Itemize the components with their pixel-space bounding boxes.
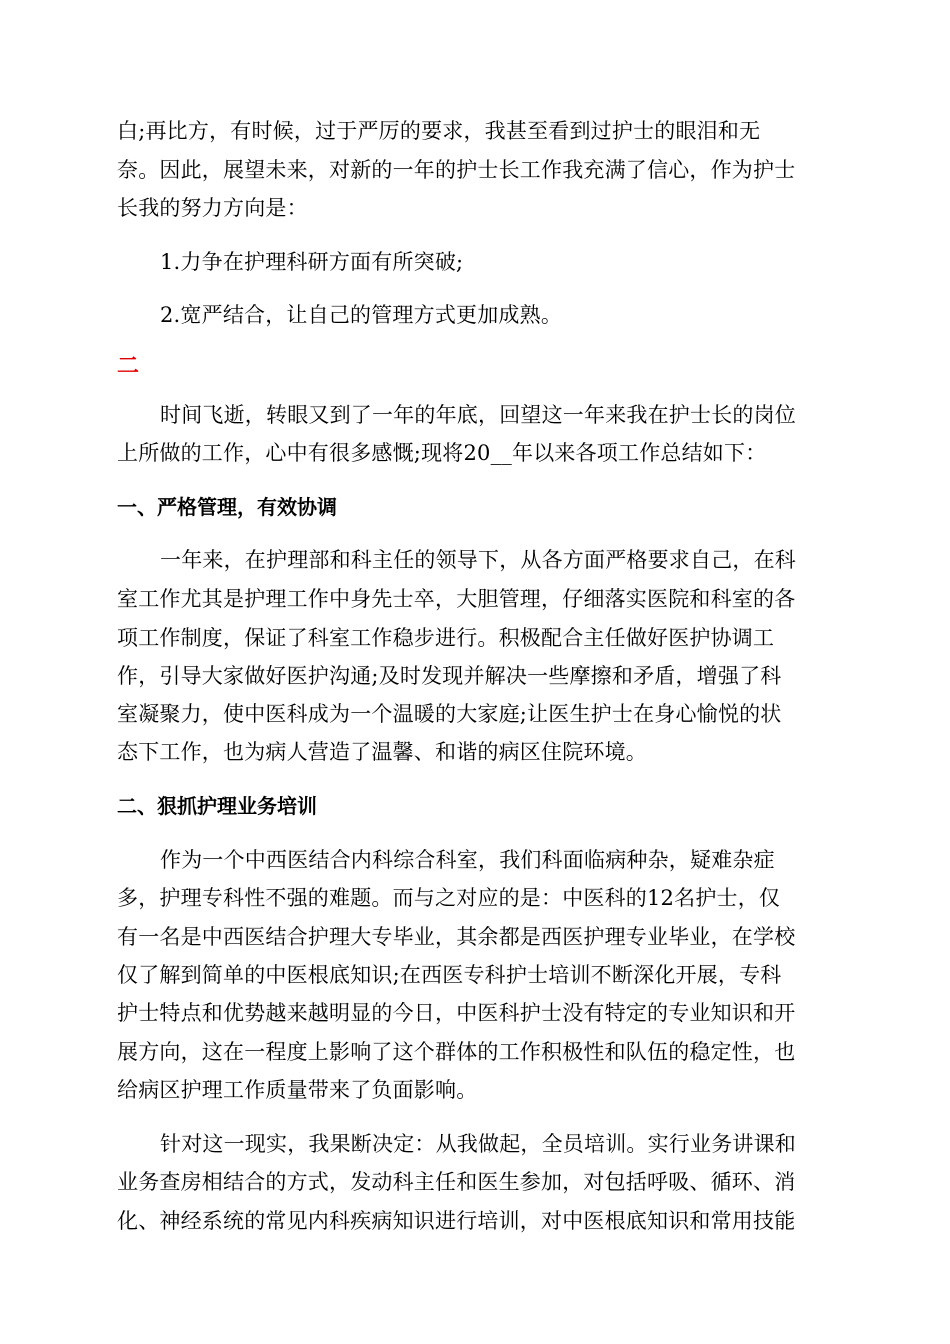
opening-line-2: 上所做的工作，心中有很多感慨;现将20__年以来各项工作总结如下： bbox=[117, 441, 767, 465]
section2-p1-line-3: 有一名是中西医结合护理大专毕业，其余都是西医护理专业毕业，在学校 bbox=[117, 925, 796, 949]
section2-p2-line-1: 针对这一现实，我果断决定：从我做起，全员培训。实行业务讲课和 bbox=[160, 1132, 796, 1156]
section2-p2-line-2: 业务查房相结合的方式，发动科主任和医生参加，对包括呼吸、循环、消 bbox=[117, 1170, 796, 1194]
section2-heading: 二、狠抓护理业务培训 bbox=[117, 794, 317, 818]
section1-line-3: 项工作制度，保证了科室工作稳步进行。积极配合主任做好医护协调工 bbox=[117, 626, 775, 650]
section2-p1-line-4: 仅了解到简单的中医根底知识;在西医专科护士培训不断深化开展，专科 bbox=[117, 963, 782, 987]
section2-p1-line-6: 展方向，这在一程度上影响了这个群体的工作积极性和队伍的稳定性，也 bbox=[117, 1040, 796, 1064]
intro-line-1: 白;再比方，有时候，过于严厉的要求，我甚至看到过护士的眼泪和无 bbox=[117, 119, 761, 143]
goal-item-2: 2.宽严结合，让自己的管理方式更加成熟。 bbox=[160, 303, 563, 327]
section1-line-5: 室凝聚力，使中医科成为一个温暖的大家庭;让医生护士在身心愉悦的状 bbox=[117, 702, 782, 726]
section1-heading: 一、严格管理，有效协调 bbox=[117, 495, 337, 519]
intro-line-2: 奈。因此，展望未来，对新的一年的护士长工作我充满了信心，作为护士 bbox=[117, 158, 796, 182]
section1-line-2: 室工作尤其是护理工作中身先士卒，大胆管理，仔细落实医院和科室的各 bbox=[117, 587, 796, 611]
section2-p1-line-1: 作为一个中西医结合内科综合科室，我们科面临病种杂，疑难杂症 bbox=[160, 848, 775, 872]
section-mark: 二 bbox=[117, 354, 140, 379]
section1-line-6: 态下工作，也为病人营造了温馨、和谐的病区住院环境。 bbox=[117, 740, 647, 764]
section1-line-4: 作，引导大家做好医护沟通;及时发现并解决一些摩擦和矛盾，增强了科 bbox=[117, 664, 782, 688]
section2-p1-line-2: 多，护理专科性不强的难题。而与之对应的是：中医科的12名护士，仅 bbox=[117, 886, 781, 910]
section2-p1-line-5: 护士特点和优势越来越明显的今日，中医科护士没有特定的专业知识和开 bbox=[117, 1001, 796, 1025]
section2-p1-line-7: 给病区护理工作质量带来了负面影响。 bbox=[117, 1078, 478, 1102]
goal-item-1: 1.力争在护理科研方面有所突破; bbox=[160, 250, 464, 274]
section1-line-1: 一年来，在护理部和科主任的领导下，从各方面严格要求自己，在科 bbox=[160, 548, 796, 572]
section2-p2-line-3: 化、神经系统的常见内科疾病知识进行培训，对中医根底知识和常用技能 bbox=[117, 1209, 796, 1233]
opening-line-1: 时间飞逝，转眼又到了一年的年底，回望这一年来我在护士长的岗位 bbox=[160, 403, 796, 427]
intro-line-3: 长我的努力方向是： bbox=[117, 196, 308, 220]
